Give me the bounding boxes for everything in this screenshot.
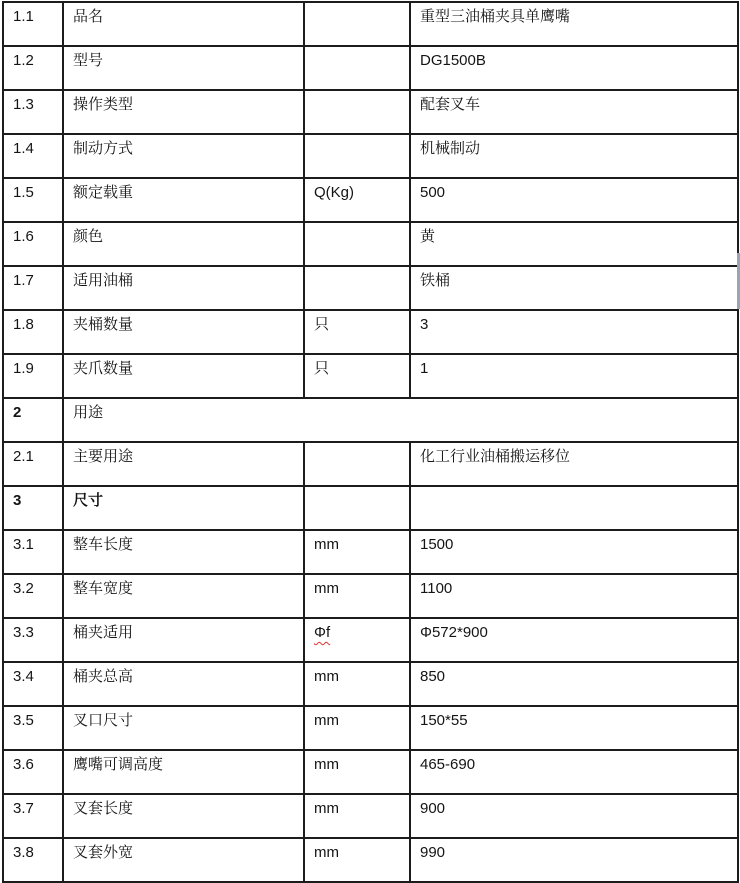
value-cell: 铁桶 [410,266,738,310]
row-number-cell: 3.4 [3,662,63,706]
item-label-cell: 整车长度 [63,530,304,574]
item-label-cell: 适用油桶 [63,266,304,310]
row-number-cell: 1.1 [3,2,63,46]
item-label-cell: 叉口尺寸 [63,706,304,750]
row-number-cell: 3.2 [3,574,63,618]
value-cell: 990 [410,838,738,882]
unit-cell [304,442,410,486]
item-label-cell: 品名 [63,2,304,46]
table-row [3,662,738,706]
row-number-cell: 3.3 [3,618,63,662]
table-row [3,354,738,398]
table-row [3,574,738,618]
table-row [3,134,738,178]
value-cell: 3 [410,310,738,354]
unit-cell [304,46,410,90]
value-cell: 1 [410,354,738,398]
value-cell: 1100 [410,574,738,618]
unit-text: mm [314,844,339,861]
table-row [3,838,738,882]
item-label-cell: 桶夹总高 [63,662,304,706]
unit-cell [304,838,410,882]
row-number-cell: 1.2 [3,46,63,90]
row-number-cell: 1.4 [3,134,63,178]
item-label-cell: 用途 [63,398,738,442]
unit-cell [304,706,410,750]
row-number-cell: 1.7 [3,266,63,310]
unit-text: mm [314,536,339,553]
row-number-cell: 2.1 [3,442,63,486]
row-number-cell: 1.5 [3,178,63,222]
unit-text: mm [314,580,339,597]
item-label-cell: 夹桶数量 [63,310,304,354]
row-number-cell: 1.8 [3,310,63,354]
table-row [3,618,738,662]
row-number-cell: 2 [3,398,63,442]
value-cell: 化工行业油桶搬运移位 [410,442,738,486]
value-cell: 150*55 [410,706,738,750]
unit-cell [304,530,410,574]
item-label-cell: 鹰嘴可调高度 [63,750,304,794]
row-number-cell: 3.5 [3,706,63,750]
item-label-cell: 型号 [63,46,304,90]
table-row [3,442,738,486]
value-cell: 500 [410,178,738,222]
unit-cell [304,618,410,662]
item-label-cell: 颜色 [63,222,304,266]
unit-cell [304,354,410,398]
row-number-cell: 3.6 [3,750,63,794]
unit-cell [304,750,410,794]
unit-text: mm [314,668,339,685]
value-cell: 465-690 [410,750,738,794]
table-row [3,2,738,46]
table-row [3,530,738,574]
table-row [3,398,738,442]
unit-cell [304,134,410,178]
row-number-cell: 3.8 [3,838,63,882]
item-label-cell: 叉套长度 [63,794,304,838]
unit-text: Φf [314,624,331,641]
value-cell: 配套叉车 [410,90,738,134]
unit-text: 只 [314,316,330,333]
value-cell: 1500 [410,530,738,574]
unit-cell [304,178,410,222]
item-label-cell: 尺寸 [63,486,304,530]
table-row [3,486,738,530]
item-label-cell: 叉套外宽 [63,838,304,882]
item-label-cell: 主要用途 [63,442,304,486]
item-label-cell: 额定载重 [63,178,304,222]
unit-text: 只 [314,360,330,377]
item-label-cell: 夹爪数量 [63,354,304,398]
unit-cell [304,794,410,838]
table-row [3,46,738,90]
table-row [3,222,738,266]
item-label-cell: 操作类型 [63,90,304,134]
row-number-cell: 1.6 [3,222,63,266]
unit-text: mm [314,756,339,773]
spec-table [2,1,739,883]
item-label-cell: 制动方式 [63,134,304,178]
unit-cell [304,2,410,46]
unit-cell [304,222,410,266]
row-number-cell: 3 [3,486,63,530]
value-cell: DG1500B [410,46,738,90]
value-cell: Φ572*900 [410,618,738,662]
value-cell: 重型三油桶夹具单鹰嘴 [410,2,738,46]
unit-text: mm [314,712,339,729]
unit-cell [304,574,410,618]
row-number-cell: 3.7 [3,794,63,838]
unit-text: Q(Kg) [314,184,355,201]
unit-cell [304,662,410,706]
table-row [3,90,738,134]
value-cell: 黄 [410,222,738,266]
table-row [3,794,738,838]
value-cell: 机械制动 [410,134,738,178]
unit-text: mm [314,800,339,817]
table-row [3,706,738,750]
unit-cell [304,90,410,134]
table-row [3,310,738,354]
row-number-cell: 1.3 [3,90,63,134]
item-label-cell: 整车宽度 [63,574,304,618]
value-cell [410,486,738,530]
table-row [3,178,738,222]
table-row [3,750,738,794]
unit-cell [304,266,410,310]
value-cell: 900 [410,794,738,838]
unit-cell [304,310,410,354]
table-row [3,266,738,310]
unit-cell [304,486,410,530]
row-number-cell: 3.1 [3,530,63,574]
item-label-cell: 桶夹适用 [63,618,304,662]
value-cell: 850 [410,662,738,706]
row-number-cell: 1.9 [3,354,63,398]
